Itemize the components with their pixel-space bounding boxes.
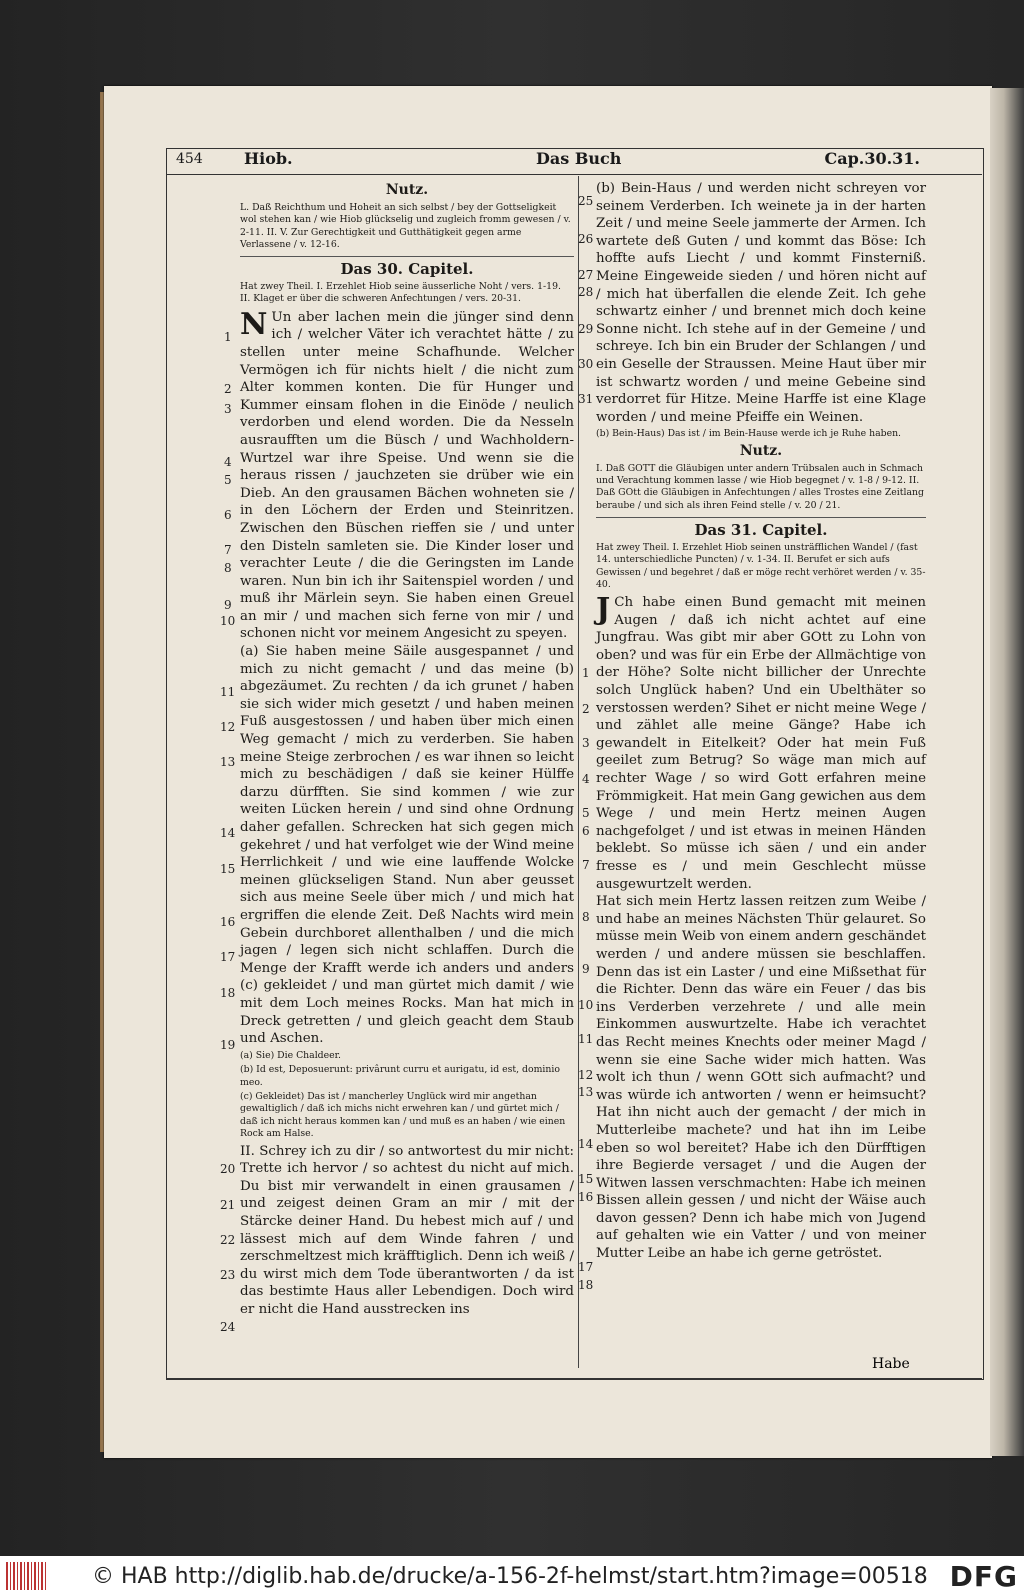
- footnote: (b) Id est, Deposuerunt: privârunt curru et aurigatu, id est, dominio meo.: [240, 1064, 560, 1088]
- scripture-paragraph: Hat sich mein Hertz lassen reitzen zum Weibe / und habe an meines Nächsten Thür gelauret. So müsse mein Weib von einem andern geschändet werden / und andere müssen sie beschlaffen. Denn das ist ein Laster / und eine Mißsethat für die Richter. Denn das wäre ein Feuer / das bis ins Verderben verzehrete / und alle mein Einkommen auswurtzelte. Habe ich verachtet das Recht meines Knechts oder meiner Magd / wenn sie eine Sache wider mich hatten. Was wolt ich thun / wenn GOtt sich aufmacht? und was würde ich antworten / wenn er heimsucht? Hat ihn nicht auch der gemacht / der mich in Mutterleibe machete? und hat ihn im Leibe eben so wol bereitet? Habe ich den Dürfftigen ihre Begierde versaget / und die Augen der Witwen lassen verschmachten: Habe ich meinen Bissen allein gessen / und nicht der Wäise auch davon gessen? Denn ich habe mich von Jugend auf gehalten wie ein Vatter / und von meiner Mutter Leibe an habe ich gerne getröstet.: [596, 894, 926, 1262]
- scripture-paragraph: Un aber lachen mein die jünger sind denn ich / welcher Väter ich verachtet hätte / zu stellen unter meine Schafhunde. Welcher Vermögen ich für nichts hielt / die nicht zum Alter kommen konten. Die für Hunger und Kummer einsam flohen in die Einöde / neulich verdorben und elend worden. Die da Nesseln ausraufften um die Büsch / und Wachholdern-Wurtzel war ihre Speise. Und wenn sie die heraus rissen / jauchzeten sie drüber wie ein Dieb. An den grausamen Bächen wohneten sie / in den Löchern der Erden und Steinritzen. Zwischen den Büschen rieffen sie / und unter den Disteln samleten sie. Die Kinder loser und verachter Leute / die die Geringsten im Lande waren. Nun bin ich ihr Saitenspiel worden / und muß ihr Märlein seyn. Sie haben einen Greuel an mir / und machen sich ferne von mir / und schonen nicht vor meinem Angesicht zu speyen.: [240, 309, 574, 642]
- running-title: Hiob.: [244, 149, 293, 168]
- verse-number: 3: [582, 736, 590, 750]
- barcode-icon: [6, 1562, 46, 1590]
- verse-number: 1: [582, 666, 590, 680]
- verse-number: 2: [582, 702, 590, 716]
- chapter-summary: Hat zwey Theil. I. Erzehlet Hiob seine äusserliche Noht / vers. 1-19. II. Klaget er über die schweren Anfechtungen / vers. 20-31.: [240, 281, 561, 305]
- verse-number: 17: [220, 950, 236, 964]
- verse-number: 4: [582, 772, 590, 786]
- verse-number: 12: [220, 720, 236, 734]
- verse-number: 5: [224, 473, 232, 487]
- verse-number: 13: [220, 755, 236, 769]
- page-header: [166, 148, 982, 175]
- verse-number: 7: [224, 543, 232, 557]
- verse-number: 6: [224, 508, 232, 522]
- verse-number: 14: [578, 1137, 594, 1151]
- footnote: (b) Bein-Haus) Das ist / im Bein-Hause werde ich je Ruhe haben.: [596, 428, 902, 440]
- verse-number: 11: [578, 1032, 594, 1046]
- section-title-nutz: Nutz.: [385, 182, 429, 198]
- scripture-text: [596, 594, 926, 893]
- verse-number: 9: [582, 962, 590, 976]
- chapter-summary: Hat zwey Theil. I. Erzehlet Hiob seinen unsträfflichen Wandel / (fast 14. unterschiedliche Puncten) / v. 1-34. II. Berufet er sich aufs Gewissen / und begehret / daß er möge recht verhöret werden / v. 35-40.: [596, 541, 926, 590]
- verse-number: 27: [578, 268, 594, 282]
- verse-number: 13: [578, 1085, 594, 1099]
- footnote: (a) Sie) Die Chaldeer.: [240, 1049, 342, 1061]
- drop-cap: N: [240, 306, 268, 342]
- scripture-text: [240, 306, 574, 643]
- verse-number: 10: [578, 998, 594, 1012]
- scripture-paragraph: (b) Bein-Haus / und werden nicht schreyen vor seinem Verderben. Ich weinete ja in der harten Zeit / und meine Seele jammerte der Armen. Ich wartete deß Guten / und kommt das Böse: Ich hoffte aufs Liecht / und kommt Finsterniß. Meine Eingeweide sieden / und hören nicht auf / mich hat überfallen die elende Zeit. Ich gehe schwartz einher / und brennet mich doch keine Sonne nicht. Ich stehe auf in der Gemeine / und schreye. Ich bin ein Bruder der Schlangen / und ein Geselle der Straussen. Meine Haut über mir ist schwartz worden / und meine Gebeine sind verdorret für Hitze. Meine Harffe ist eine Klage worden / und meine Pfeiffe ein Weinen.: [596, 181, 926, 425]
- verse-number: 6: [582, 824, 590, 838]
- verse-number: 8: [582, 910, 590, 924]
- verse-number: 16: [220, 915, 236, 929]
- scripture-paragraph: II. Schrey ich zu dir / so antwortest du mir nicht: Trette ich hervor / so achtest du nicht auf mich. Du bist mir verwandelt in einen grausamen / und zeigest deinen Gram an mir / mit der Stärcke deiner Hand. Du hebest mich auf / und lässest mich auf dem Winde fahren / und zerschmeltzest mich kräfftiglich. Denn ich weiß / du wirst mich dem Tode überantworten / da ist das bestimte Haus aller Lebendigen. Doch wird er nicht die Hand ausstrecken ins: [240, 1143, 574, 1317]
- verse-number: 22: [220, 1233, 236, 1247]
- footer-bar: [0, 1556, 1024, 1596]
- verse-number: 18: [578, 1278, 594, 1292]
- verse-number: 3: [224, 402, 232, 416]
- verse-number: 8: [224, 561, 232, 575]
- chapter-reference: Cap.30.31.: [824, 149, 920, 168]
- verse-number: 17: [578, 1260, 594, 1274]
- catchword: Habe: [872, 1356, 910, 1372]
- chapter-title: Das 31. Capitel.: [596, 517, 926, 539]
- page-edge-right: [990, 88, 1024, 1456]
- verse-number: 19: [220, 1038, 236, 1052]
- page-number: 454: [176, 151, 203, 167]
- verse-number: 24: [220, 1320, 236, 1334]
- nutz-text: I. Daß GOTT die Gläubigen unter andern Trübsalen auch in Schmach und Verachtung kommen lasse / wie Hiob begegnet / v. 1-8 / 9-12. II. Daß GOtt die Gläubigen in Anfechtungen / alles Trostes eine Zeitlang beraube / und sich als ihren Feind stelle / v. 20 / 21.: [596, 462, 924, 511]
- verse-number: 29: [578, 322, 594, 336]
- verse-number: 1: [224, 330, 232, 344]
- verse-number: 11: [220, 685, 236, 699]
- verse-number: 2: [224, 382, 232, 396]
- section-title-nutz: Nutz.: [739, 442, 783, 459]
- dfg-logo: DFG: [949, 1560, 1018, 1593]
- bottom-rule: [166, 1378, 982, 1379]
- copyright-url[interactable]: © HAB http://diglib.hab.de/drucke/a-156-2f-helmst/start.htm?image=00518: [92, 1564, 928, 1589]
- verse-number: 12: [578, 1068, 594, 1082]
- verse-number: 21: [220, 1198, 236, 1212]
- verse-number: 16: [578, 1190, 594, 1204]
- verse-number: 10: [220, 614, 236, 628]
- verse-number: 28: [578, 285, 594, 299]
- verse-number: 18: [220, 986, 236, 1000]
- scripture-paragraph: (a) Sie haben meine Säile ausgespannet / und mich zu nicht gemacht / und das meine (b) abgezäumet. Zu rechten / da ich grunet / haben sie sich wider mich gesetzt / und haben meinen Fuß ausgestossen / und haben über mich einen Weg gemacht / mich zu verderben. Sie haben meine Steige zerbrochen / es war ihnen so leicht mich zu beschädigen / daß sie keiner Hülffe darzu dürfften. Sie sind kommen / wie zur weiten Lücken herein / und sind ohne Ordnung daher gefallen. Schrecken hat sich gegen mich gekehret / und hat verfolget wie der Wind meine Herrlichkeit / und wie eine lauffende Wolcke meinen glückseligen Stand. Nun aber geusset sich aus meine Seele über mich / und mich hat ergriffen die elende Zeit. Deß Nachts wird mein Gebein durchboret allenthalben / und die mich jagen / legen sich nicht schlaffen. Durch die Menge der Krafft werde ich anders und anders (c) gekleidet / und man gürtet mich damit / wie mit dem Loch meines Rocks. Man hat mich in Dreck getretten / und gleich geacht dem Staub und Aschen.: [240, 644, 574, 1047]
- verse-number: 15: [220, 862, 236, 876]
- verse-number: 7: [582, 858, 590, 872]
- verse-number: 5: [582, 806, 590, 820]
- verse-number: 31: [578, 392, 594, 406]
- verse-number: 23: [220, 1268, 236, 1282]
- right-column: [596, 180, 926, 1263]
- footnote: (c) Gekleidet) Das ist / mancherley Unglück wird mir angethan gewaltiglich / daß ich michs nicht erwehren kan / und gürtet mich / daß ich nicht heraus kommen kan / und muß es an haben / wie einen Rock am Halse.: [240, 1090, 566, 1140]
- verse-number: 15: [578, 1172, 594, 1186]
- drop-cap: J: [596, 592, 611, 628]
- verse-number: 26: [578, 232, 594, 246]
- verse-number: 14: [220, 826, 236, 840]
- chapter-title: Das 30. Capitel.: [240, 256, 574, 278]
- left-column: [240, 180, 574, 1319]
- scripture-paragraph: Ch habe einen Bund gemacht mit meinen Augen / daß ich nicht achtet auf eine Jungfrau. Was gibt mir aber GOtt zu Lohn von oben? und was für ein Erbe der Allmächtige von der Höhe? Solte nicht billicher der Unrechte solch Unglück haben? Und ein Ubelthäter so verstossen werden? Sihet er nicht meine Wege / und zählet alle meine Gänge? Habe ich gewandelt in Eitelkeit? Oder hat mein Fuß geeilet zum Betrug? So wäge man mich auf rechter Wage / so wird Gott erfahren meine Frömmigkeit. Hat mein Gang gewichen aus dem Wege / und mein Hertz meinen Augen nachgefolget / und ist etwas in meinen Händen beklebt. So müsse ich säen / und ein ander fresse es / und mein Geschlecht müsse ausgewurtzelt werden.: [596, 595, 926, 892]
- verse-number: 25: [578, 194, 594, 208]
- verse-number: 4: [224, 455, 232, 469]
- verse-number: 9: [224, 598, 232, 612]
- nutz-text: L. Daß Reichthum und Hoheit an sich selbst / bey der Gottseligkeit wol stehen kan / wie Hiob glückselig und zugleich fromm gewesen / v. 2-11. II. V. Zur Gerechtigkeit und Gutthätigkeit gegen arme Verlassene / v. 12-16.: [240, 202, 571, 250]
- verse-number: 20: [220, 1162, 236, 1176]
- center-title: Das Buch: [536, 149, 622, 168]
- verse-number: 30: [578, 357, 594, 371]
